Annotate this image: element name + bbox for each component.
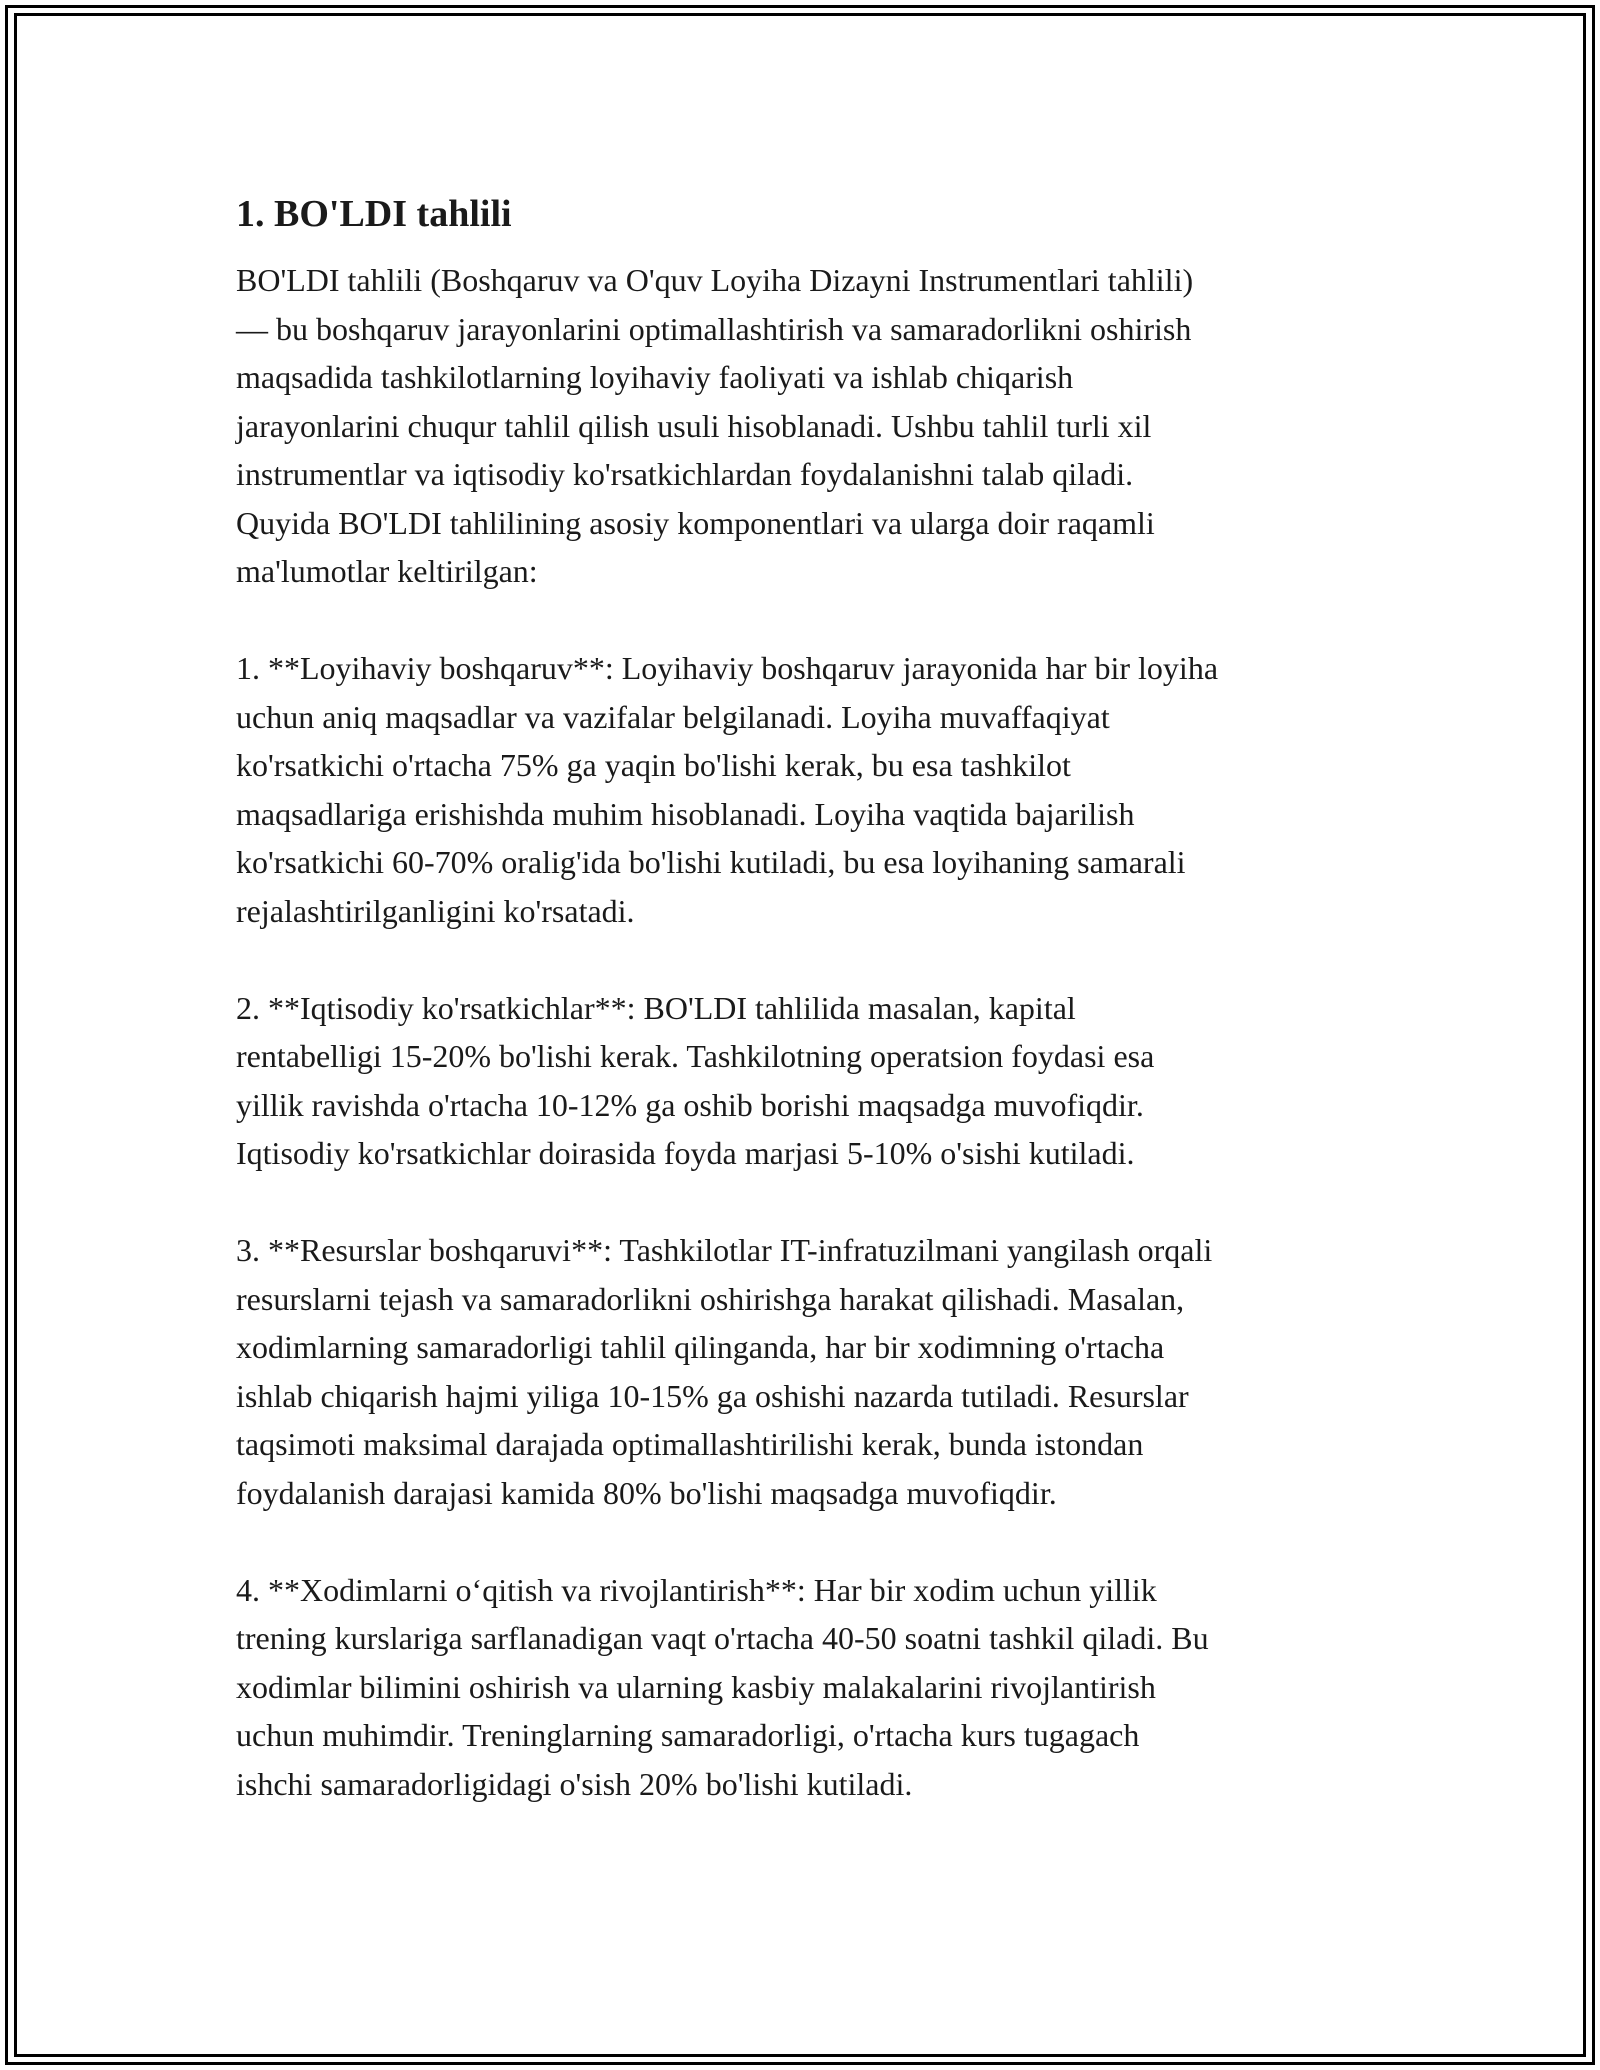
list-item-project-management: 1. **Loyihaviy boshqaruv**: Loyihaviy boshqaruv jarayonida har bir loyiha uchun aniq maqsadlar va vazifalar belgilanadi. Loyiha muvaffaqiyat ko'rsatkichi o'rtacha 75% ga yaqin bo'lishi kerak, bu esa tashkilot maqsadlariga erishishda muhim hisoblanadi. Loyiha vaqtida bajarilish ko'rsatkichi 60-70% oralig'ida bo'lishi kutiladi, bu esa loyihaning samarali rejalashtirilganligini ko'rsatadi. xyxy=(236,650,1219,929)
list-item-resource-management: 3. **Resurslar boshqaruvi**: Tashkilotlar IT-infratuzilmani yangilash orqali resurslarni tejash va samaradorlikni oshirishga harakat qilishadi. Masalan, xodimlarning samaradorligi tahlil qilinganda, har bir xodimning o'rtacha ishlab chiqarish hajmi yiliga 10-15% ga oshishi nazarda tutiladi. Resurslar taqsimoti maksimal darajada optimallashtirilishi kerak, bunda istondan foydalanish darajasi kamida 80% bo'lishi maqsadga muvofiqdir. xyxy=(236,1232,1213,1511)
list-item-economic-indicators: 2. **Iqtisodiy ko'rsatkichlar**: BO'LDI tahlilida masalan, kapital rentabelligi 15-20% bo'lishi kerak. Tashkilotning operatsion foydasi esa yillik ravishda o'rtacha 10-12% ga oshib borishi maqsadga muvofiqdir. Iqtisodiy ko'rsatkichlar doirasida foyda marjasi 5-10% o'sishi kutiladi. xyxy=(236,989,1155,1171)
document-body xyxy=(236,186,1376,1808)
section-title: 1. BO'LDI tahlili xyxy=(236,193,512,235)
intro-paragraph: BO'LDI tahlili (Boshqaruv va O'quv Loyiha Dizayni Instrumentlari tahlili) — bu boshqaruv jarayonlarini optimallashtirish va samaradorlikni oshirish maqsadida tashkilotlarning loyihaviy faoliyati va ishlab chiqarish jarayonlarini chuqur tahlil qilish usuli hisoblanadi. Ushbu tahlil turli xil instrumentlar va iqtisodiy ko'rsatkichlardan foydalanishni talab qiladi. Quyida BO'LDI tahlilining asosiy komponentlari va ularga doir raqamli ma'lumotlar keltirilgan: xyxy=(236,262,1194,589)
list-item-staff-training: 4. **Xodimlarni o‘qitish va rivojlantirish**: Har bir xodim uchun yillik trening kurslariga sarflanadigan vaqt o'rtacha 40-50 soatni tashkil qiladi. Bu xodimlar bilimini oshirish va ularning kasbiy malakalarini rivojlantirish uchun muhimdir. Treninglarning samaradorligi, o'rtacha kurs tugagach ishchi samaradorligidagi o'sish 20% bo'lishi kutiladi. xyxy=(236,1571,1209,1802)
